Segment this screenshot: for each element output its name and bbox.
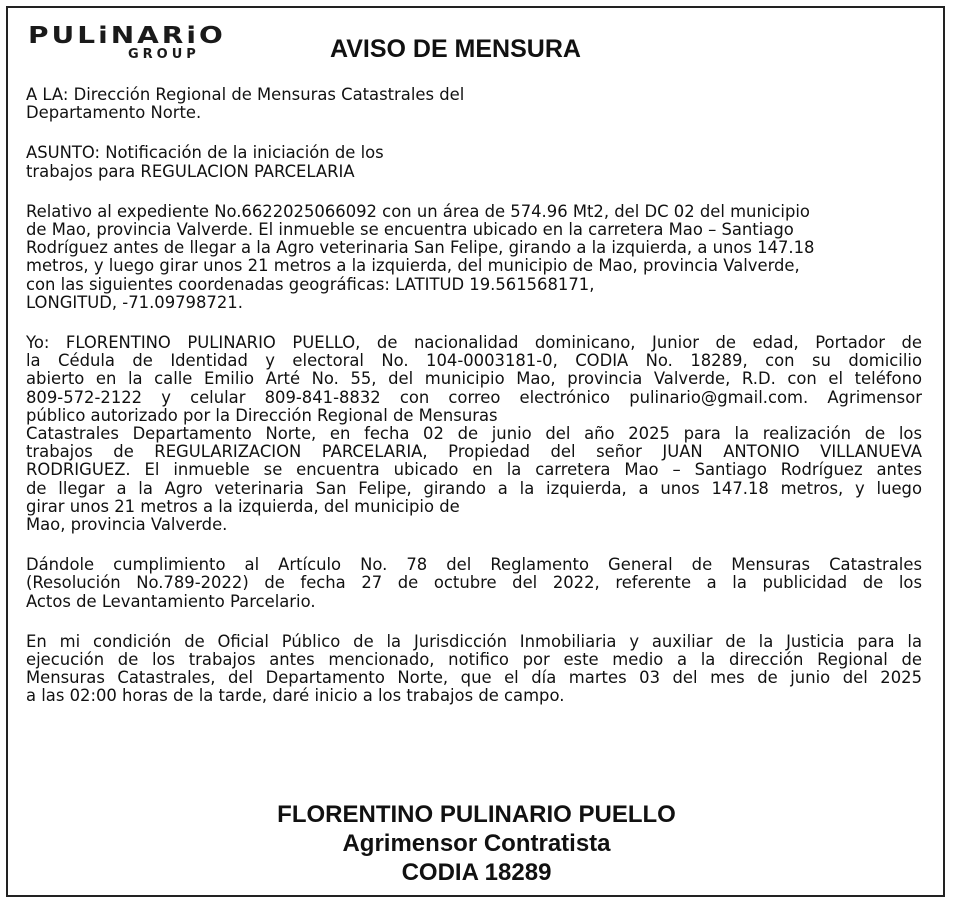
declarant-line: girar unos 21 metros a la izquierda, del municipio de <box>26 496 460 516</box>
notice-line: a las 02:00 horas de la tarde, daré inicio a los trabajos de campo. <box>26 686 565 706</box>
declarant-line: abierto en la calle Emilio Arté No. 55, del municipio Mao, provincia Valverde, R.D. con el teléfono <box>26 369 922 389</box>
notice-line: ejecución de los trabajos antes mencionado, notifico por este medio a la dirección Regional de <box>26 650 922 670</box>
compliance-line: Dándole cumplimiento al Artículo No. 78 del Reglamento General de Mensuras Catastrales <box>26 555 922 575</box>
declarant-line: la Cédula de Identidad y electoral No. 104-0003181-0, CODIA No. 18289, con su domicilio <box>26 351 922 371</box>
declarant-line: Catastrales Departamento Norte, en fecha 02 de junio del año 2025 para la realización de los <box>26 424 922 444</box>
subject-line: trabajos para REGULACION PARCELARIA <box>26 161 355 181</box>
signatory-codia: CODIA 18289 <box>401 859 552 886</box>
declarant-line: Mao, provincia Valverde. <box>26 515 228 535</box>
notice-body <box>26 86 922 728</box>
declarant-paragraph <box>26 334 922 534</box>
recipient-line: Departamento Norte. <box>26 103 202 123</box>
relativo-line: Rodríguez antes de llegar a la Agro veterinaria San Felipe, girando a la izquierda, a unos 147.18 <box>26 238 815 258</box>
declarant-line: Yo: FLORENTINO PULINARIO PUELLO, de nacionalidad dominicano, Junior de edad, Portador de <box>26 333 922 353</box>
declarant-line: de llegar a la Agro veterinaria San Felipe, girando a la izquierda, a unos 147.18 metros, y luego <box>26 478 922 498</box>
declarant-line: trabajos de REGULARIZACION PARCELARIA, Propiedad del señor JUAN ANTONIO VILLANUEVA <box>26 442 922 462</box>
signature-block <box>0 800 953 887</box>
relativo-line: LONGITUD, -71.09798721. <box>26 292 243 312</box>
logo-subtitle: GROUP <box>128 47 200 62</box>
compliance-paragraph <box>26 556 922 611</box>
page-title: AVISO DE MENSURA <box>330 35 581 63</box>
relativo-line: metros, y luego girar unos 21 metros a la izquierda, del municipio de Mao, provincia Valverde, <box>26 256 800 276</box>
recipient-paragraph <box>26 86 922 122</box>
relativo-line: Relativo al expediente No.6622025066092 con un área de 574.96 Mt2, del DC 02 del municipio <box>26 201 810 221</box>
compliance-line: (Resolución No.789-2022) de fecha 27 de octubre del 2022, referente a la publicidad de los <box>26 573 922 593</box>
declarant-line: RODRIGUEZ. El inmueble se encuentra ubicado en la carretera Mao – Santiago Rodríguez antes <box>26 460 922 480</box>
compliance-line: Actos de Levantamiento Parcelario. <box>26 591 316 611</box>
notice-line: En mi condición de Oficial Público de la Jurisdicción Inmobiliaria y auxiliar de la Justicia para la <box>26 631 922 651</box>
relativo-paragraph <box>26 203 922 312</box>
subject-line: ASUNTO: Notificación de la iniciación de los <box>26 143 384 163</box>
declarant-line: 809-572-2122 y celular 809-841-8832 con correo electrónico pulinario@gmail.com. Agrimensor <box>26 387 922 407</box>
logo-wordmark: PULiNARiO <box>28 21 226 49</box>
pulinario-group-logo <box>28 21 273 66</box>
recipient-line: A LA: Dirección Regional de Mensuras Catastrales del <box>26 85 465 104</box>
signatory-name: FLORENTINO PULINARIO PUELLO <box>277 801 676 828</box>
declarant-line: público autorizado por la Dirección Regional de Mensuras <box>26 405 498 425</box>
subject-paragraph <box>26 144 922 180</box>
notice-paragraph <box>26 633 922 706</box>
notice-line: Mensuras Catastrales, del Departamento Norte, que el día martes 03 del mes de junio del 2025 <box>26 668 922 688</box>
relativo-line: con las siguientes coordenadas geográficas: LATITUD 19.561568171, <box>26 274 595 294</box>
signatory-role: Agrimensor Contratista <box>342 830 611 857</box>
relativo-line: de Mao, provincia Valverde. El inmueble se encuentra ubicado en la carretera Mao – Santiago <box>26 220 794 240</box>
